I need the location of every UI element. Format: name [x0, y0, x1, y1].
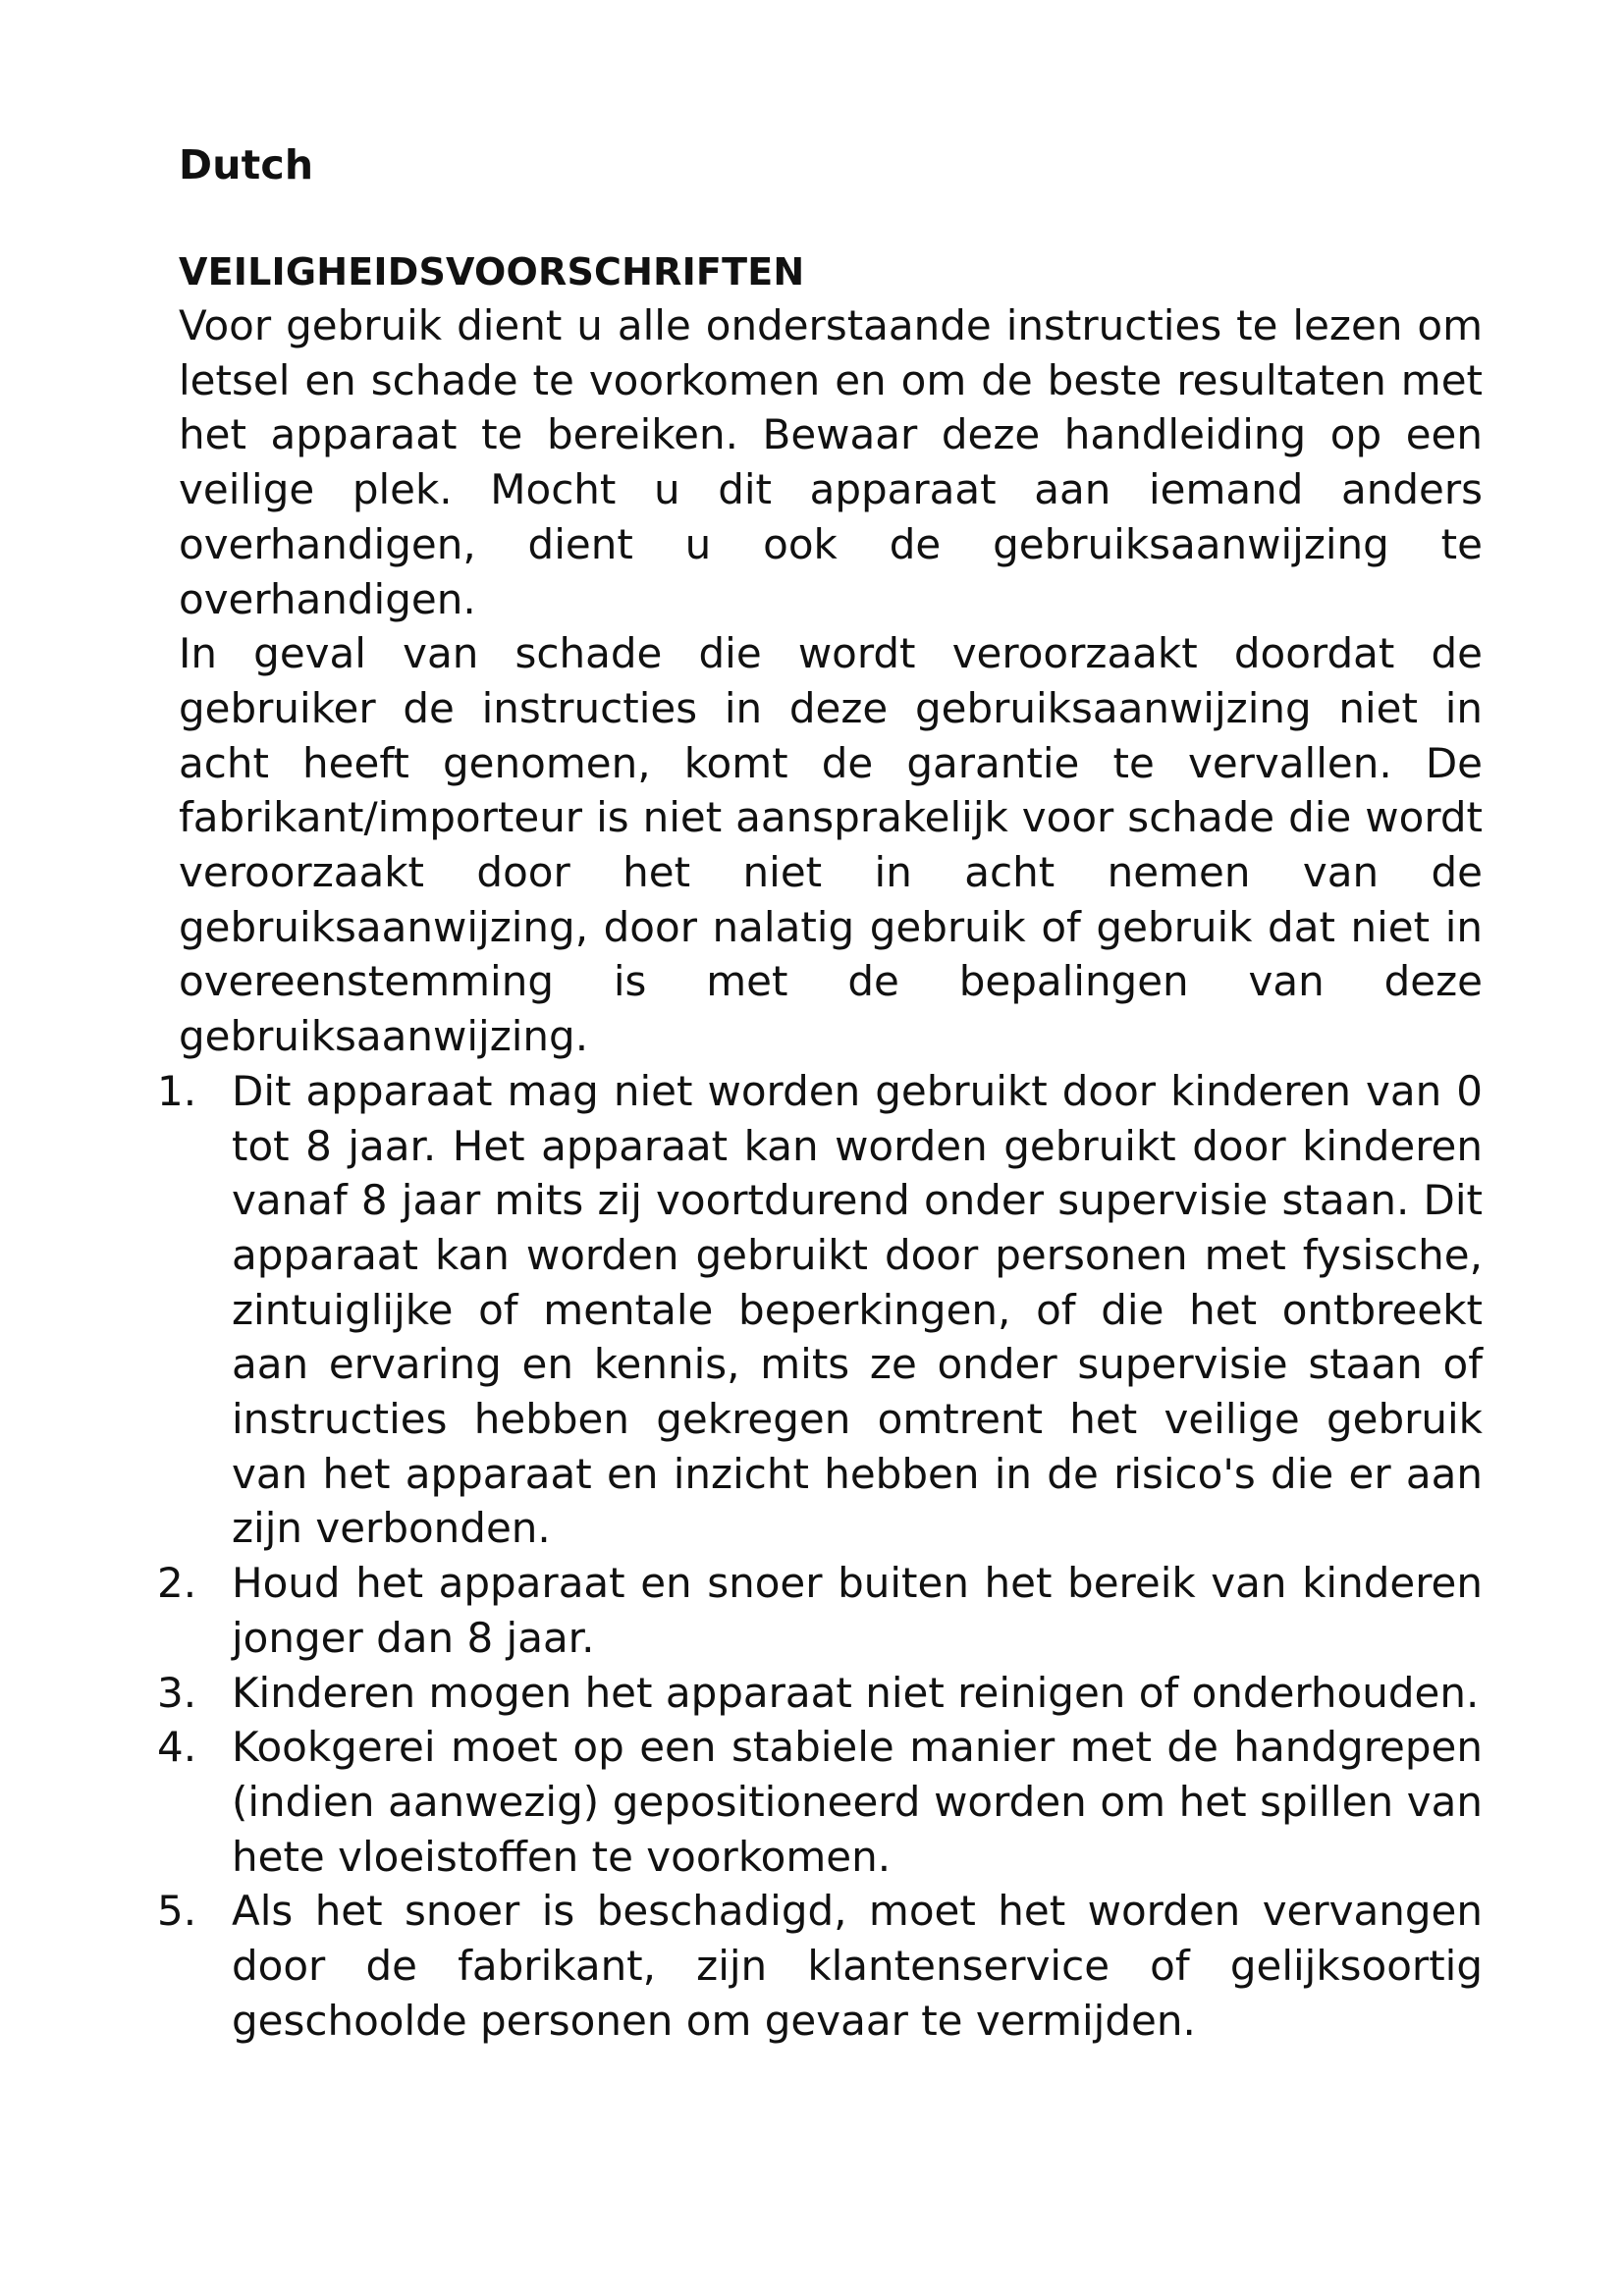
safety-rule-item [157, 1666, 1483, 1721]
rule-number: 5. [157, 1887, 197, 1936]
rule-text: Kookgerei moet op een stabiele manier met de handgrepen (indien aanwezig) gepositioneerd worden om het spillen van hete vloeistoffen te voorkomen. [232, 1723, 1483, 1881]
language-heading: Dutch [179, 141, 314, 188]
safety-rules-list [157, 1064, 1483, 2049]
rule-number: 3. [157, 1668, 197, 1717]
rule-number: 1. [157, 1066, 197, 1115]
section-title: VEILIGHEIDSVOORSCHRIFTEN [179, 250, 805, 294]
rule-text: Als het snoer is beschadigd, moet het worden vervangen door de fabrikant, zijn klantenservice of gelijksoortig geschoolde personen om gevaar te vermijden. [232, 1887, 1483, 2045]
intro-paragraph: Voor gebruik dient u alle onderstaande instructies te lezen om letsel en schade te voorkomen en om de beste resultaten met het apparaat te bereiken. Bewaar deze handleiding op een veilige plek. Mocht u dit apparaat aan iemand anders overhandigen, dient u ook de gebruiksaanwijzing te overhandigen. [179, 301, 1483, 623]
rule-text: Kinderen mogen het apparaat niet reinigen of onderhouden. [232, 1668, 1480, 1717]
safety-rule-item [157, 1884, 1483, 2048]
rule-text: Houd het apparaat en snoer buiten het bereik van kinderen jonger dan 8 jaar. [232, 1559, 1483, 1662]
rule-number: 4. [157, 1723, 197, 1772]
rule-text: Dit apparaat mag niet worden gebruikt door kinderen van 0 tot 8 jaar. Het apparaat kan worden gebruikt door kinderen vanaf 8 jaar mits zij voortdurend onder supervisie staan. Dit apparaat kan worden gebruikt door personen met fysische, zintuiglijke of mentale beperkingen, of die het ontbreekt aan ervaring en kennis, mits ze onder supervisie staan of instructies hebben gekregen omtrent het veilige gebruik van het apparaat en inzicht hebben in de risico's die er aan zijn verbonden. [232, 1066, 1483, 1553]
warranty-paragraph: In geval van schade die wordt veroorzaakt doordat de gebruiker de instructies in deze gebruiksaanwijzing niet in acht heeft genomen, komt de garantie te vervallen. De fabrikant/importeur is niet aansprakelijk voor schade die wordt veroorzaakt door het niet in acht nemen van de gebruiksaanwijzing, door nalatig gebruik of gebruik dat niet in overeenstemming is met de bepalingen van deze gebruiksaanwijzing. [179, 629, 1483, 1061]
safety-rule-item [157, 1720, 1483, 1884]
rule-number: 2. [157, 1559, 197, 1608]
document-page [157, 137, 1483, 2049]
safety-rule-item [157, 1064, 1483, 1556]
safety-rule-item [157, 1556, 1483, 1665]
